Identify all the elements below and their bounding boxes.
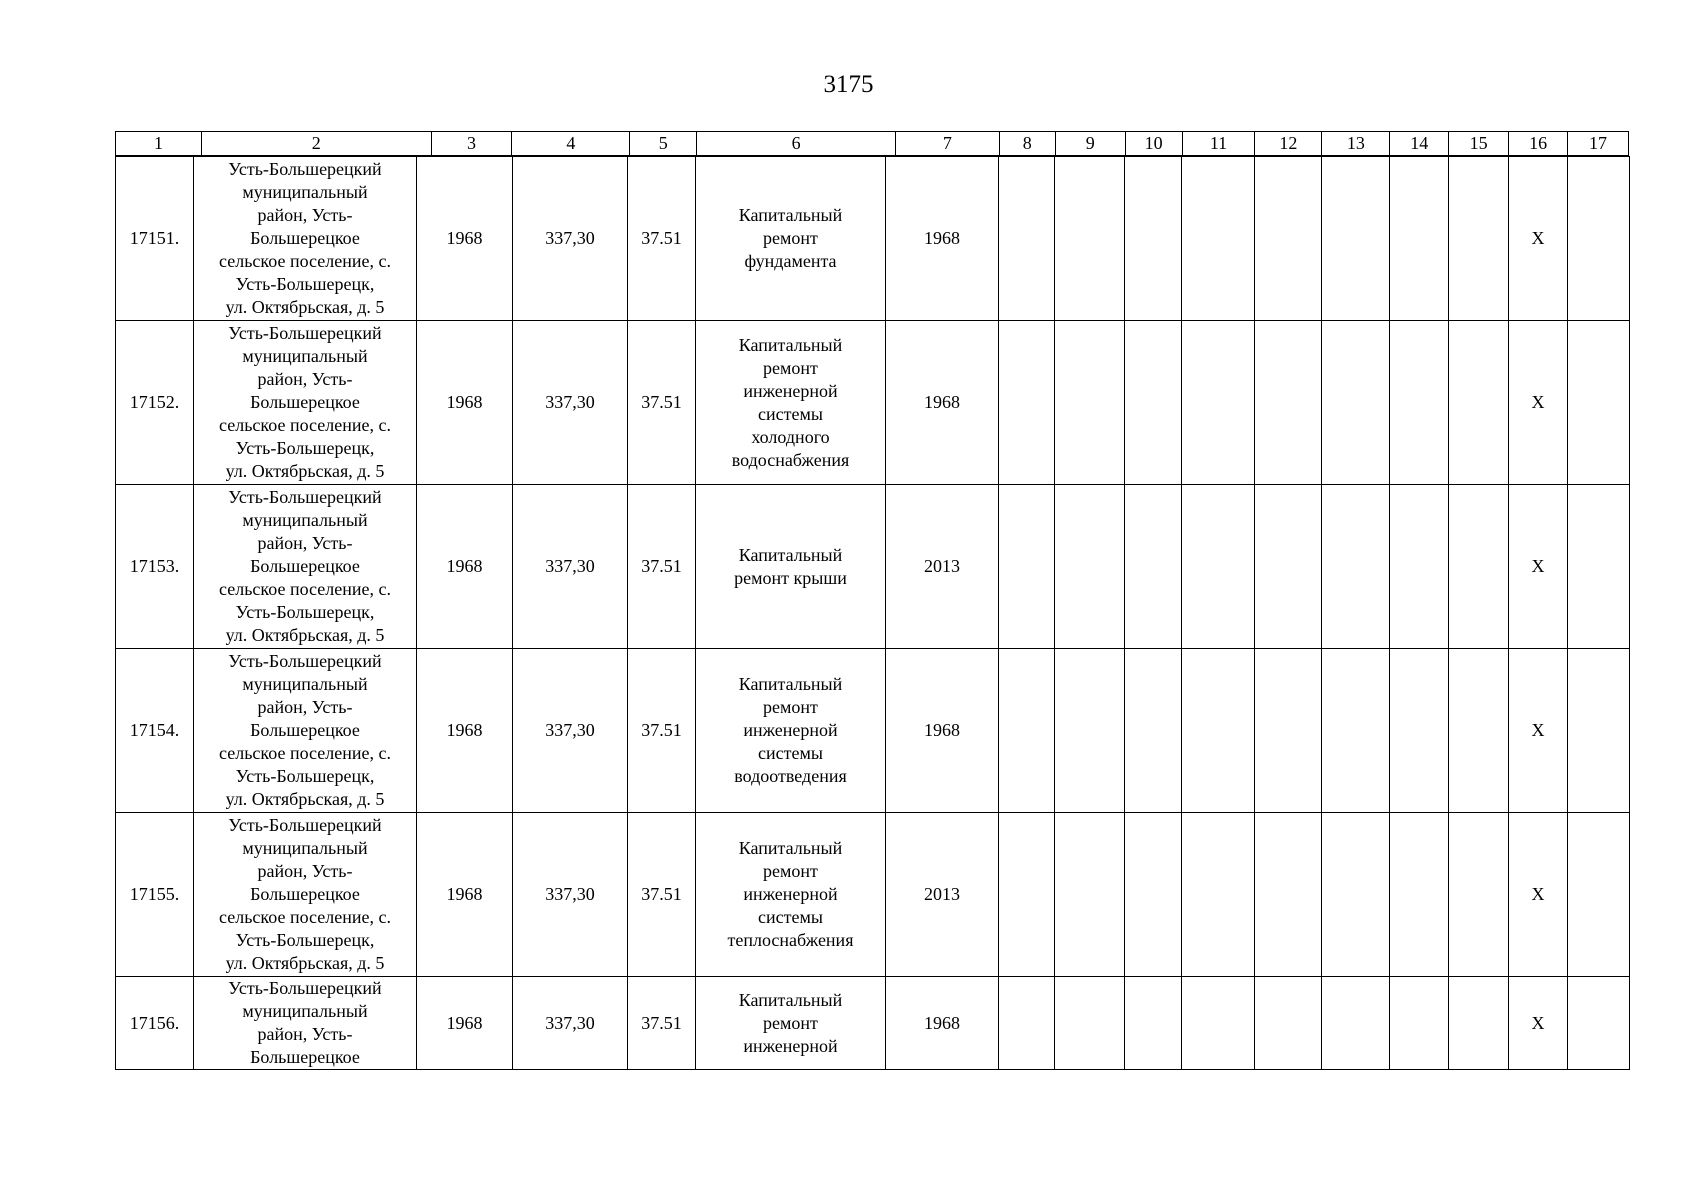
cell-col13 [1322, 649, 1390, 813]
cell-col12 [1255, 321, 1322, 485]
cell-col8 [999, 813, 1055, 977]
table-body [116, 157, 1630, 1070]
cell-col8 [999, 157, 1055, 321]
cell-col14 [1390, 321, 1449, 485]
cell-address: Усть-Большерецкий муниципальный район, Усть- Большерецкое сельское поселение, с. Усть-Большерецк, ул. Октябрьская, д. 5 [194, 649, 417, 813]
cell-build-year: 1968 [417, 485, 513, 649]
cell-col16: X [1509, 485, 1568, 649]
cell-col17 [1568, 321, 1630, 485]
cell-area: 337,30 [513, 649, 628, 813]
cell-col7: 2013 [886, 485, 999, 649]
cell-col10 [1125, 321, 1182, 485]
cell-col17 [1568, 813, 1630, 977]
cell-col5: 37.51 [628, 485, 696, 649]
header-col-8: 8 [1000, 132, 1056, 155]
cell-col10 [1125, 485, 1182, 649]
cell-area: 337,30 [513, 813, 628, 977]
cell-col12 [1255, 485, 1322, 649]
header-col-14: 14 [1390, 132, 1449, 155]
cell-col8 [999, 485, 1055, 649]
cell-col7: 2013 [886, 813, 999, 977]
cell-col17 [1568, 649, 1630, 813]
cell-area: 337,30 [513, 157, 628, 321]
cell-area: 337,30 [513, 485, 628, 649]
cell-row-number: 17153. [116, 485, 194, 649]
cell-col17 [1568, 485, 1630, 649]
cell-build-year: 1968 [417, 321, 513, 485]
cell-col16: X [1509, 649, 1568, 813]
cell-col14 [1390, 649, 1449, 813]
header-col-5: 5 [630, 132, 697, 155]
cell-col14 [1390, 485, 1449, 649]
cell-col13 [1322, 157, 1390, 321]
cell-col16: X [1509, 157, 1568, 321]
cell-col14 [1390, 977, 1449, 1070]
cell-col12 [1255, 977, 1322, 1070]
cell-col11 [1182, 813, 1255, 977]
cell-row-number: 17151. [116, 157, 194, 321]
cell-col16: X [1509, 977, 1568, 1070]
cell-col5: 37.51 [628, 649, 696, 813]
repair-schedule-table [115, 156, 1630, 1070]
cell-work-type: Капитальный ремонт инженерной системы холодного водоснабжения [696, 321, 886, 485]
header-col-4: 4 [512, 132, 630, 155]
cell-work-type: Капитальный ремонт фундамента [696, 157, 886, 321]
cell-row-number: 17156. [116, 977, 194, 1070]
cell-col15 [1449, 813, 1509, 977]
cell-col10 [1125, 649, 1182, 813]
cell-col15 [1449, 485, 1509, 649]
cell-col5: 37.51 [628, 977, 696, 1070]
cell-col5: 37.51 [628, 157, 696, 321]
header-col-10: 10 [1126, 132, 1183, 155]
cell-col12 [1255, 813, 1322, 977]
page-number: 3175 [823, 71, 874, 98]
header-col-15: 15 [1449, 132, 1509, 155]
column-number-header [115, 131, 1629, 156]
cell-col15 [1449, 649, 1509, 813]
cell-row-number: 17155. [116, 813, 194, 977]
cell-address: Усть-Большерецкий муниципальный район, Усть- Большерецкое сельское поселение, с. Усть-Большерецк, ул. Октябрьская, д. 5 [194, 813, 417, 977]
cell-build-year: 1968 [417, 813, 513, 977]
cell-col17 [1568, 157, 1630, 321]
cell-col9 [1055, 157, 1125, 321]
cell-col7: 1968 [886, 157, 999, 321]
cell-col14 [1390, 157, 1449, 321]
cell-row-number: 17152. [116, 321, 194, 485]
cell-build-year: 1968 [417, 157, 513, 321]
header-col-9: 9 [1056, 132, 1126, 155]
header-col-3: 3 [432, 132, 513, 155]
cell-col10 [1125, 813, 1182, 977]
cell-address: Усть-Большерецкий муниципальный район, Усть- Большерецкое сельское поселение, с. Усть-Большерецк, ул. Октябрьская, д. 5 [194, 321, 417, 485]
header-col-13: 13 [1322, 132, 1390, 155]
header-col-1: 1 [116, 132, 202, 155]
cell-col12 [1255, 649, 1322, 813]
cell-col15 [1449, 321, 1509, 485]
cell-col5: 37.51 [628, 813, 696, 977]
header-col-7: 7 [896, 132, 1000, 155]
cell-col14 [1390, 813, 1449, 977]
cell-area: 337,30 [513, 321, 628, 485]
cell-row-number: 17154. [116, 649, 194, 813]
cell-address: Усть-Большерецкий муниципальный район, Усть- Большерецкое [194, 977, 417, 1070]
cell-col11 [1182, 157, 1255, 321]
cell-col9 [1055, 813, 1125, 977]
header-col-16: 16 [1509, 132, 1568, 155]
cell-col5: 37.51 [628, 321, 696, 485]
cell-address: Усть-Большерецкий муниципальный район, Усть- Большерецкое сельское поселение, с. Усть-Большерецк, ул. Октябрьская, д. 5 [194, 157, 417, 321]
cell-col8 [999, 977, 1055, 1070]
cell-col12 [1255, 157, 1322, 321]
table-row [116, 157, 1630, 321]
cell-col10 [1125, 977, 1182, 1070]
table-row [116, 485, 1630, 649]
header-col-6: 6 [697, 132, 896, 155]
cell-col17 [1568, 977, 1630, 1070]
cell-address: Усть-Большерецкий муниципальный район, Усть- Большерецкое сельское поселение, с. Усть-Большерецк, ул. Октябрьская, д. 5 [194, 485, 417, 649]
cell-col16: X [1509, 813, 1568, 977]
cell-col16: X [1509, 321, 1568, 485]
cell-col13 [1322, 321, 1390, 485]
cell-col7: 1968 [886, 977, 999, 1070]
cell-col10 [1125, 157, 1182, 321]
cell-col9 [1055, 485, 1125, 649]
cell-col9 [1055, 977, 1125, 1070]
cell-work-type: Капитальный ремонт инженерной [696, 977, 886, 1070]
header-col-17: 17 [1589, 133, 1607, 153]
cell-build-year: 1968 [417, 649, 513, 813]
table-row [116, 813, 1630, 977]
cell-col9 [1055, 321, 1125, 485]
cell-col11 [1182, 649, 1255, 813]
table-row [116, 321, 1630, 485]
cell-col13 [1322, 485, 1390, 649]
cell-area: 337,30 [513, 977, 628, 1070]
cell-col11 [1182, 321, 1255, 485]
cell-col11 [1182, 485, 1255, 649]
cell-work-type: Капитальный ремонт инженерной системы теплоснабжения [696, 813, 886, 977]
cell-col13 [1322, 977, 1390, 1070]
cell-col15 [1449, 157, 1509, 321]
cell-col7: 1968 [886, 649, 999, 813]
cell-work-type: Капитальный ремонт крыши [696, 485, 886, 649]
cell-col15 [1449, 977, 1509, 1070]
cell-col13 [1322, 813, 1390, 977]
cell-col7: 1968 [886, 321, 999, 485]
cell-col11 [1182, 977, 1255, 1070]
table-row [116, 649, 1630, 813]
cell-col8 [999, 321, 1055, 485]
table-row [116, 977, 1630, 1070]
header-col-2: 2 [202, 132, 432, 155]
cell-build-year: 1968 [417, 977, 513, 1070]
cell-work-type: Капитальный ремонт инженерной системы водоотведения [696, 649, 886, 813]
header-col-11: 11 [1183, 132, 1256, 155]
cell-col8 [999, 649, 1055, 813]
header-col-12: 12 [1255, 132, 1322, 155]
cell-col9 [1055, 649, 1125, 813]
